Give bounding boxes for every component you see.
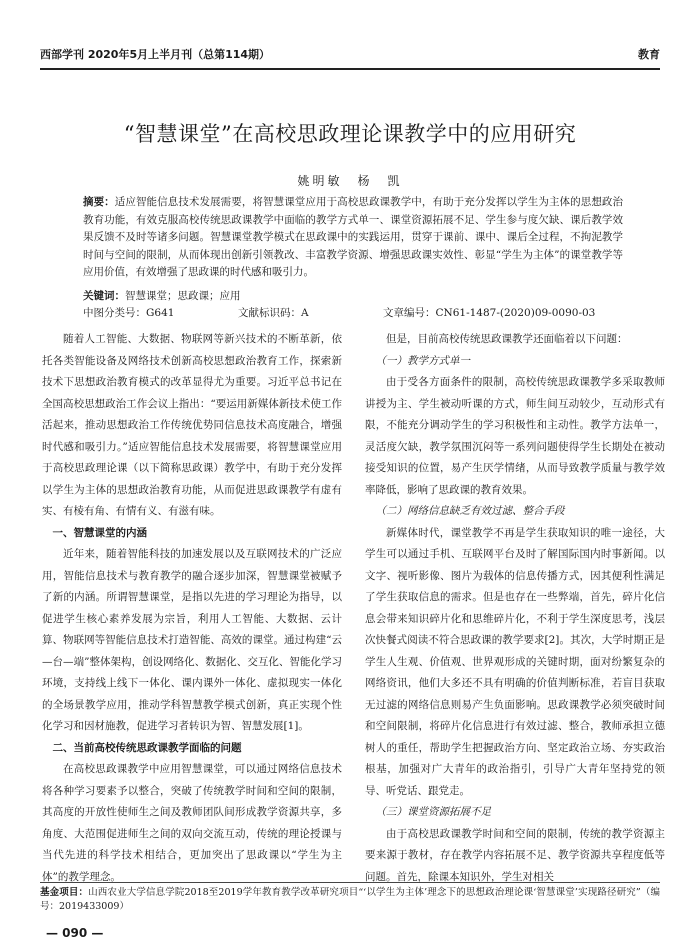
paragraph: 随着人工智能、大数据、物联网等新兴技术的不断革新，依托各类智能设备及网络技术创新高校思想政治教育工作，探索新技术下思想政治教育模式的改革显得尤为重要。习近平总书记在全国高校思想政治工作会议上指出：“要运用新媒体新技术使工作活起来，推动思想政治工作传统优势同信息技术高度融合，增强时代感和吸引力。”适应智能信息技术发展需要，将智慧课堂应用于高校思政理论课（以下简称思政课）教学中，有助于充分发挥以学生为主体的思想政治教育功能，从而促进思政课教学有虚有实、有棱有角、有情有义、有滋有味。 — [42, 333, 342, 517]
paragraph: 由于受各方面条件的限制，高校传统思政课教学多采取教师讲授为主、学生被动听课的方式，师生间互动较少，互动形式有限，不能充分调动学生的学习积极性和主动性。教学方法单一，灵活度欠缺，教学氛围沉闷等一系列问题使得学生长期处在被动接受知识的位置，易产生厌学情绪，从而导致教学质量与教学效率降低，影响了思政课的教育效果。 — [365, 376, 665, 496]
right-column — [365, 329, 665, 888]
paragraph: 但是，目前高校传统思政课教学还面临着以下问题： — [386, 333, 628, 345]
paragraph: 由于高校思政课教学时间和空间的限制，传统的教学资源主要来源于教材，存在教学内容拓展不足、教学资源共享程度低等问题。首先，除课本知识外，学生对相关 — [365, 827, 665, 883]
keywords-text: 智慧课堂；思政课；应用 — [125, 290, 241, 302]
abstract — [83, 194, 623, 282]
header-rule — [40, 68, 660, 70]
abstract-label: 摘要： — [83, 196, 115, 208]
paragraph: 在高校思政课教学中应用智慧课堂，可以通过网络信息技术将各种学习要素予以整合，突破了传统教学时间和空间的限制，其高度的开放性使师生之间及教师团队间形成教学资源共享，多角度、大范围促进师生之间的双向交流互动，传统的理论授课与当代先进的科学技术相结合，更加突出了思政课以“学生为主体”的教学理念。 — [42, 763, 342, 883]
footnote-label: 基金项目： — [40, 887, 89, 898]
section-name: 教育 — [638, 48, 660, 61]
abstract-text: 适应智能信息技术发展需要，将智慧课堂应用于高校思政课教学中，有助于充分发挥以学生为主体的思想政治教育功能，有效克服高校传统思政课教学中面临的教学方式单一、课堂资源拓展不足、学生参与度欠缺、课后教学效果反馈不及时等诸多问题。智慧课堂教学模式在思政课中的实践运用，贯穿于课前、课中、课后全过程，不拘泥教学时间与空间的限制，从而体现出创新引领教改、丰富教学资源、增强思政课实效性、彰显“学生为主体”的课堂教学等应用价值，有效增强了思政课的时代感和吸引力。 — [83, 196, 624, 278]
footnote-text: 山西农业大学信息学院2018至2019学年教育教学改革研究项目“‘以学生为主体’理念下的思想政治理论课‘智慧课堂’实现路径研究”（编号：2019433009） — [40, 887, 660, 912]
section-heading: 一、智慧课堂的内涵 — [52, 526, 147, 539]
article-authors: 姚明敏 杨 凯 — [297, 174, 403, 188]
keywords-label: 关键词： — [83, 290, 125, 302]
page-number: — 090 — — [46, 926, 104, 940]
subsection-heading: （二）网络信息缺乏有效过滤、整合手段 — [375, 505, 565, 517]
article-title: “智慧课堂”在高校思政理论课教学中的应用研究 — [123, 122, 577, 146]
clc-number: 中图分类号：G641 — [83, 307, 175, 319]
subsection-heading: （三）课堂资源拓展不足 — [375, 806, 491, 818]
left-column — [42, 329, 342, 888]
page-header — [40, 44, 660, 64]
footnote-rule — [40, 882, 660, 883]
section-heading: 二、当前高校传统思政课教学面临的问题 — [52, 741, 242, 754]
subsection-heading: （一）教学方式单一 — [375, 354, 470, 367]
footnote — [40, 886, 660, 913]
paragraph: 新媒体时代，课堂教学不再是学生获取知识的唯一途径，大学生可以通过手机、互联网平台及时了解国际国内时事新闻。以文字、视听影像、图片为载体的信息传播方式，因其便利性满足了学生获取信息的需求。但是也存在一些弊端，首先，碎片化信息会带来知识碎片化和思维碎片化，不利于学生深度思考，浅层次快餐式阅读不符合思政课的教学要求[2]。其次，大学时期正是学生人生观、价值观、世界观形成的关键时期，面对纷繁复杂的网络资讯，他们大多还不具有明确的价值判断标准，若盲目获取无过滤的网络信息则易产生负面影响。思政课教学必须突破时间和空间限制，将碎片化信息进行有效过滤、整合，教师承担立德树人的重任，帮助学生把握政治方向、坚定政治立场、夯实政治根基，加强对广大青年的政治指引，引导广大青年坚持党的领导、听党话、跟党走。 — [365, 526, 665, 797]
article-number: 文章编号：CN61-1487-(2020)09-0090-03 — [383, 307, 596, 319]
keywords — [83, 288, 623, 305]
journal-name: 西部学刊 2020年5月上半月刊（总第114期） — [40, 48, 271, 61]
paragraph: 近年来，随着智能科技的加速发展以及互联网技术的广泛应用，智能信息技术与教育教学的融合逐步加深，智慧课堂被赋予了新的内涵。所谓智慧课堂，是指以先进的学习理论为指导，以促进学生核心素养发展为宗旨，利用人工智能、大数据、云计算、物联网等智能信息技术打造智能、高效的课堂。通过构建“云—台—端”整体架构，创设网络化、数据化、交互化、智能化学习环境，支持线上线下一体化、课内课外一体化、虚拟现实一体化的全场景教学应用，推动学科智慧教学模式创新，真正实现个性化学习和因材施教，促进学习者转识为智、智慧发展[1]。 — [42, 548, 342, 732]
document-code: 文献标识码：A — [238, 307, 309, 319]
